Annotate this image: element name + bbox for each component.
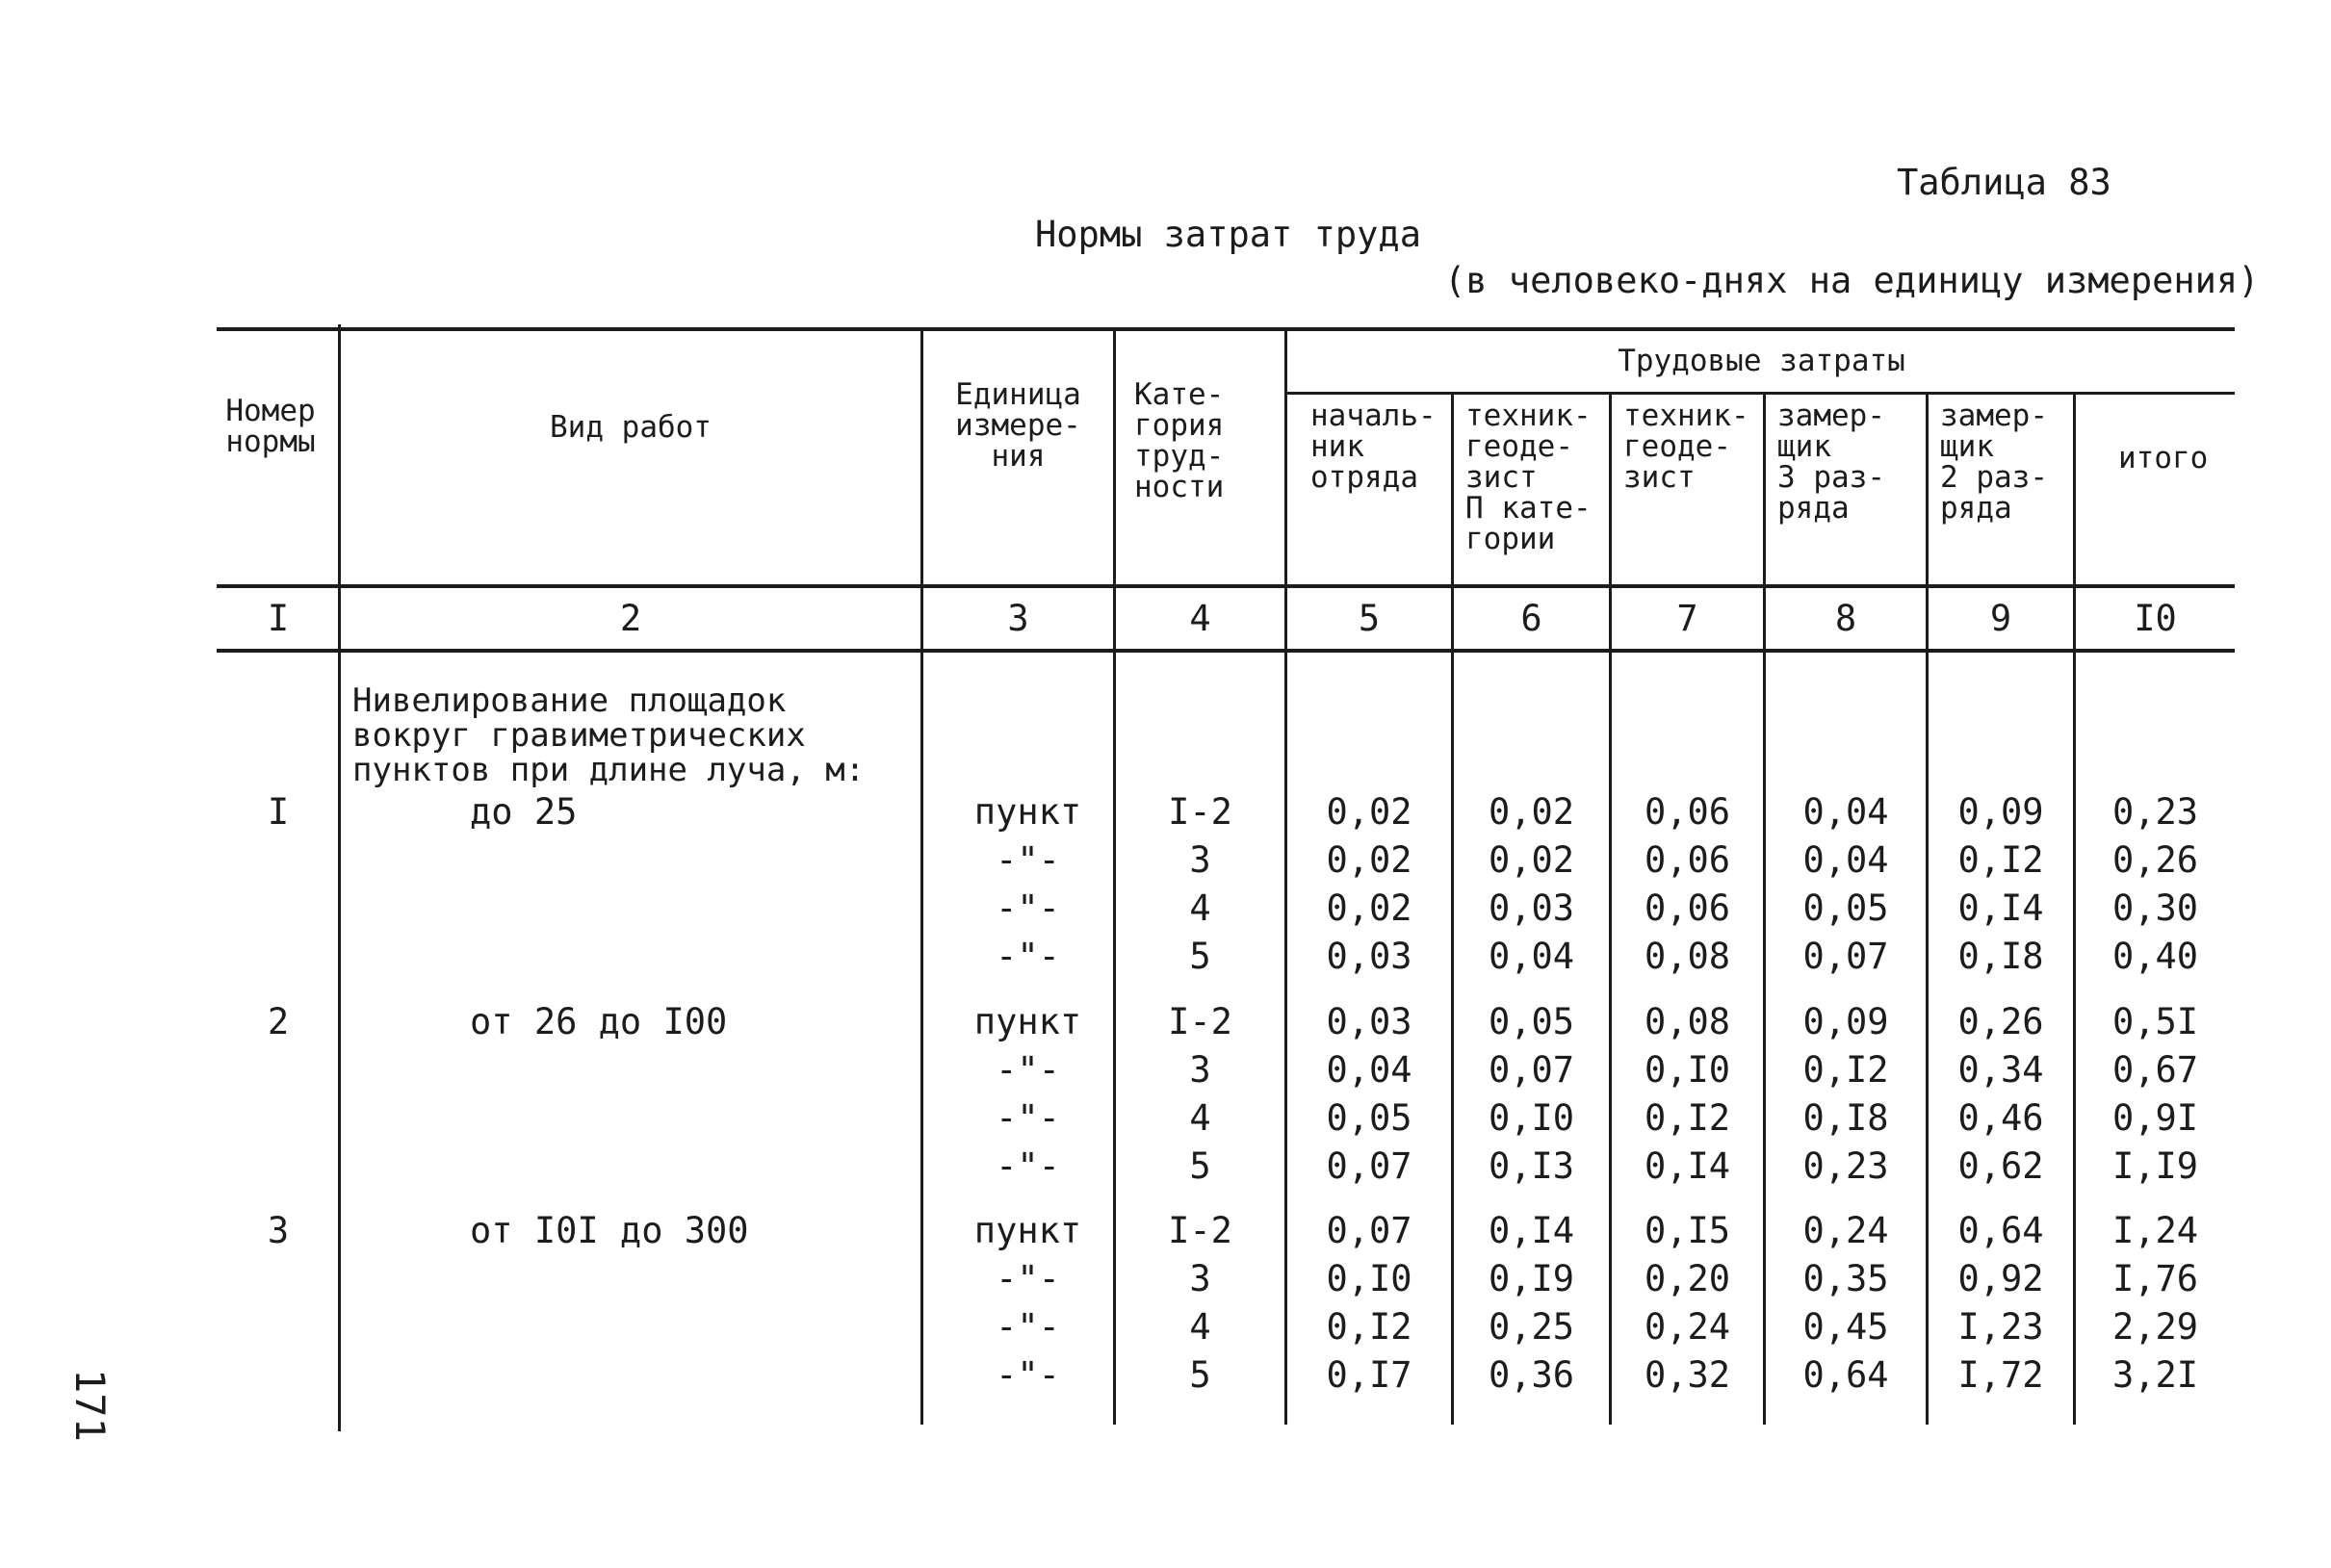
value-cell-col-7: 0,06 [1644, 839, 1731, 881]
value-cell-col-8: 0,35 [1802, 1258, 1889, 1299]
header-category: Кате- гория труд- ности [1134, 377, 1225, 504]
value-cell-col-9: 0,I2 [1957, 839, 2044, 881]
unit-cell: пункт [973, 1210, 1082, 1251]
value-cell-col-9: 0,I4 [1957, 887, 2044, 929]
work-description: от I0I до 300 [470, 1210, 749, 1251]
value-cell-col-5: 0,I2 [1326, 1306, 1412, 1348]
category-cell: 4 [1189, 887, 1211, 929]
colnum-1: I [267, 598, 290, 639]
header-col-10: итого [2118, 441, 2209, 476]
unit-cell: пункт [973, 791, 1082, 833]
unit-cell: -"- [996, 1145, 1060, 1187]
value-cell-col-5: 0,03 [1326, 1001, 1412, 1042]
header-col-9: замер- щик 2 раз- ряда [1940, 398, 2048, 526]
colnum-4: 4 [1189, 598, 1211, 639]
work-description: до 25 [470, 791, 578, 833]
header-col-8: замер- щик 3 раз- ряда [1777, 398, 1885, 526]
value-cell-col-6: 0,I9 [1488, 1258, 1575, 1299]
unit-cell: -"- [996, 839, 1060, 881]
value-cell-col-5: 0,02 [1326, 791, 1412, 833]
value-cell-col-7: 0,08 [1644, 936, 1731, 977]
header-norm-number: Номер нормы [225, 394, 316, 459]
value-cell-col-7: 0,06 [1644, 791, 1731, 833]
value-cell-col-9: 0,I8 [1957, 936, 2044, 977]
unit-cell: -"- [996, 1258, 1060, 1299]
header-labor-costs: Трудовые затраты [1618, 344, 1905, 378]
value-cell-col-10: I,76 [2111, 1258, 2199, 1299]
value-cell-col-7: 0,I5 [1644, 1210, 1731, 1251]
value-cell-col-8: 0,I2 [1802, 1049, 1889, 1091]
colnum-6: 6 [1520, 598, 1542, 639]
value-cell-col-9: 0,62 [1957, 1145, 2044, 1187]
unit-cell: -"- [996, 1049, 1060, 1091]
category-cell: 3 [1189, 839, 1211, 881]
value-cell-col-6: 0,36 [1488, 1354, 1575, 1396]
header-col-7: техник- геоде- зист [1623, 398, 1749, 495]
value-cell-col-6: 0,25 [1488, 1306, 1575, 1348]
value-cell-col-8: 0,64 [1802, 1354, 1889, 1396]
value-cell-col-9: 0,26 [1957, 1001, 2044, 1042]
value-cell-col-10: 0,5I [2111, 1001, 2199, 1042]
value-cell-col-8: 0,45 [1802, 1306, 1889, 1348]
value-cell-col-10: 0,23 [2111, 791, 2199, 833]
category-cell: 4 [1189, 1097, 1211, 1139]
category-cell: I-2 [1168, 1210, 1232, 1251]
value-cell-col-5: 0,04 [1326, 1049, 1412, 1091]
value-cell-col-6: 0,03 [1488, 887, 1575, 929]
page-number: 171 [66, 1369, 114, 1442]
unit-cell: -"- [996, 1306, 1060, 1348]
colnum-10: I0 [2134, 598, 2177, 639]
table-label: Таблица 83 [1897, 162, 2111, 203]
work-description: от 26 до I00 [470, 1001, 728, 1042]
value-cell-col-5: 0,I0 [1326, 1258, 1412, 1299]
value-cell-col-6: 0,05 [1488, 1001, 1575, 1042]
colnum-3: 3 [1007, 598, 1029, 639]
value-cell-col-10: 0,9I [2111, 1097, 2199, 1139]
value-cell-col-7: 0,I2 [1644, 1097, 1731, 1139]
value-cell-col-7: 0,24 [1644, 1306, 1731, 1348]
category-cell: 3 [1189, 1049, 1211, 1091]
value-cell-col-8: 0,07 [1802, 936, 1889, 977]
value-cell-col-8: 0,04 [1802, 839, 1889, 881]
value-cell-col-10: 0,67 [2111, 1049, 2199, 1091]
value-cell-col-7: 0,32 [1644, 1354, 1731, 1396]
norm-number: 3 [267, 1210, 290, 1251]
value-cell-col-9: 0,92 [1957, 1258, 2044, 1299]
value-cell-col-8: 0,05 [1802, 887, 1889, 929]
unit-cell: -"- [996, 887, 1060, 929]
value-cell-col-8: 0,09 [1802, 1001, 1889, 1042]
category-cell: 4 [1189, 1306, 1211, 1348]
category-cell: I-2 [1168, 1001, 1232, 1042]
value-cell-col-7: 0,I4 [1644, 1145, 1731, 1187]
value-cell-col-9: I,72 [1957, 1354, 2044, 1396]
value-cell-col-10: 3,2I [2111, 1354, 2199, 1396]
header-work-type: Вид работ [550, 410, 712, 445]
value-cell-col-7: 0,08 [1644, 1001, 1731, 1042]
value-cell-col-8: 0,24 [1802, 1210, 1889, 1251]
value-cell-col-6: 0,04 [1488, 936, 1575, 977]
value-cell-col-9: 0,46 [1957, 1097, 2044, 1139]
value-cell-col-8: 0,23 [1802, 1145, 1889, 1187]
value-cell-col-10: 0,40 [2111, 936, 2199, 977]
category-cell: 5 [1189, 936, 1211, 977]
value-cell-col-8: 0,I8 [1802, 1097, 1889, 1139]
value-cell-col-7: 0,06 [1644, 887, 1731, 929]
unit-cell: -"- [996, 936, 1060, 977]
value-cell-col-5: 0,07 [1326, 1145, 1412, 1187]
value-cell-col-5: 0,07 [1326, 1210, 1412, 1251]
value-cell-col-5: 0,02 [1326, 887, 1412, 929]
value-cell-col-10: 0,30 [2111, 887, 2199, 929]
value-cell-col-5: 0,I7 [1326, 1354, 1412, 1396]
header-col-6: техник- геоде- зист П кате- гории [1465, 398, 1592, 556]
value-cell-col-6: 0,02 [1488, 791, 1575, 833]
colnum-9: 9 [1989, 598, 2012, 639]
category-cell: 5 [1189, 1354, 1211, 1396]
norm-number: I [267, 791, 290, 833]
value-cell-col-10: I,I9 [2111, 1145, 2199, 1187]
header-col-5: началь- ник отряда [1310, 398, 1437, 495]
colnum-2: 2 [619, 598, 642, 639]
section-title: Нивелирование площадок вокруг гравиметрических пунктов при длине луча, м: [352, 681, 866, 789]
value-cell-col-5: 0,05 [1326, 1097, 1412, 1139]
table-title: Нормы затрат труда [1035, 214, 1421, 255]
value-cell-col-10: 2,29 [2111, 1306, 2199, 1348]
table-subtitle: (в человеко-днях на единицу измерения) [1444, 260, 2260, 301]
value-cell-col-8: 0,04 [1802, 791, 1889, 833]
category-cell: 5 [1189, 1145, 1211, 1187]
unit-cell: пункт [973, 1001, 1082, 1042]
value-cell-col-9: 0,09 [1957, 791, 2044, 833]
value-cell-col-5: 0,03 [1326, 936, 1412, 977]
value-cell-col-7: 0,I0 [1644, 1049, 1731, 1091]
colnum-7: 7 [1676, 598, 1698, 639]
norm-number: 2 [267, 1001, 290, 1042]
unit-cell: -"- [996, 1354, 1060, 1396]
category-cell: I-2 [1168, 791, 1232, 833]
value-cell-col-6: 0,I0 [1488, 1097, 1575, 1139]
header-unit: Единица измере- ния [955, 377, 1081, 474]
value-cell-col-6: 0,07 [1488, 1049, 1575, 1091]
value-cell-col-6: 0,I4 [1488, 1210, 1575, 1251]
value-cell-col-7: 0,20 [1644, 1258, 1731, 1299]
value-cell-col-6: 0,I3 [1488, 1145, 1575, 1187]
unit-cell: -"- [996, 1097, 1060, 1139]
colnum-5: 5 [1358, 598, 1381, 639]
value-cell-col-5: 0,02 [1326, 839, 1412, 881]
colnum-8: 8 [1834, 598, 1857, 639]
category-cell: 3 [1189, 1258, 1211, 1299]
value-cell-col-9: 0,64 [1957, 1210, 2044, 1251]
value-cell-col-6: 0,02 [1488, 839, 1575, 881]
value-cell-col-10: 0,26 [2111, 839, 2199, 881]
value-cell-col-10: I,24 [2111, 1210, 2199, 1251]
value-cell-col-9: I,23 [1957, 1306, 2044, 1348]
value-cell-col-9: 0,34 [1957, 1049, 2044, 1091]
